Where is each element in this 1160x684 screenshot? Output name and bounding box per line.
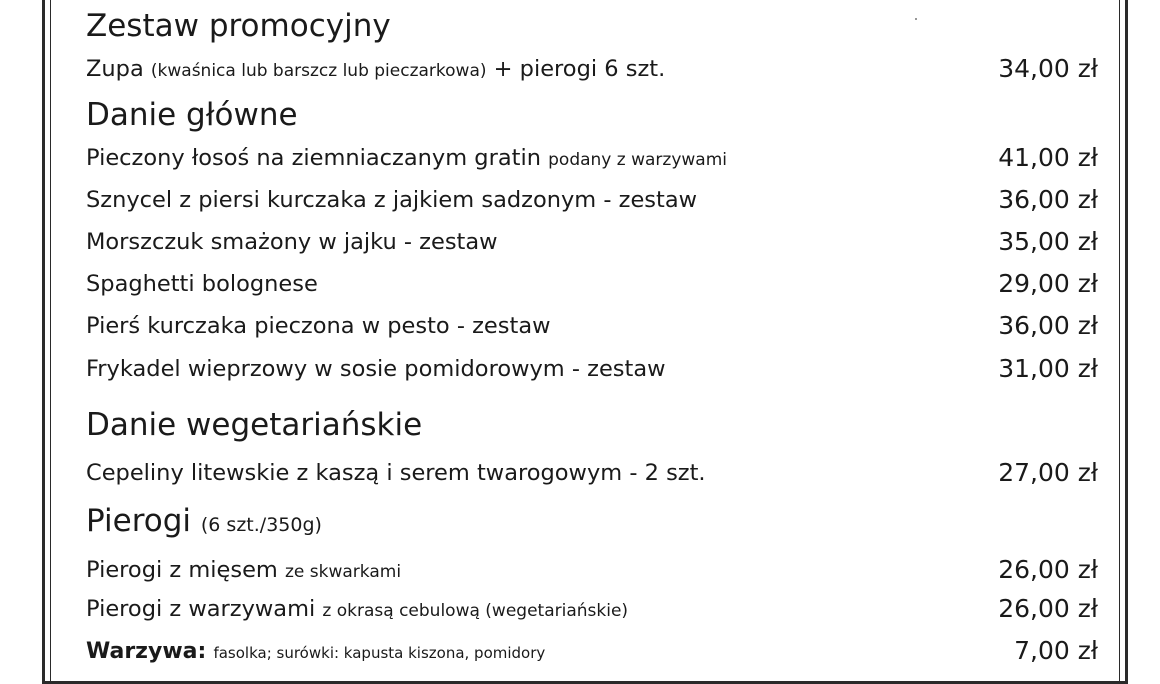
print-speck [915, 18, 917, 20]
item-price: 31,00 zł [998, 354, 1098, 383]
item-price: 36,00 zł [998, 311, 1098, 340]
item-name: Warzywa: fasolka; surówki: kapusta kiszona, pomidory [86, 639, 546, 664]
menu-row-pierogi-veg [86, 592, 1098, 626]
item-price: 29,00 zł [998, 269, 1098, 298]
section-title-pierogi: Pierogi (6 szt./350g) [86, 503, 322, 539]
item-name: Zupa (kwaśnica lub barszcz lub pieczarkowa) + pierogi 6 szt. [86, 56, 666, 82]
item-name: Pieczony łosoś na ziemniaczanym gratin podany z warzywami [86, 145, 727, 171]
menu-row-hake [86, 225, 1098, 259]
menu-row-salmon [86, 141, 1098, 175]
item-price: 41,00 zł [998, 143, 1098, 172]
menu-row-frykadel [86, 352, 1098, 386]
item-name: Pierogi z warzywami z okrasą cebulową (wegetariańskie) [86, 596, 629, 622]
menu-row-pierogi-meat [86, 553, 1098, 587]
item-name: Spaghetti bolognese [86, 271, 318, 297]
section-title-main: Danie główne [86, 97, 298, 133]
section-title-veg: Danie wegetariańskie [86, 407, 423, 443]
menu-row-vegetables [86, 634, 1098, 668]
item-price: 27,00 zł [998, 458, 1098, 487]
item-name: Pierś kurczaka pieczona w pesto - zestaw [86, 313, 551, 339]
menu-row-schnitzel [86, 183, 1098, 217]
item-price: 36,00 zł [998, 185, 1098, 214]
item-price: 34,00 zł [998, 54, 1098, 83]
item-name: Frykadel wieprzowy w sosie pomidorowym - zestaw [86, 356, 666, 382]
section-title-promo: Zestaw promocyjny [86, 8, 391, 44]
item-price: 35,00 zł [998, 227, 1098, 256]
menu-row-spaghetti [86, 267, 1098, 301]
item-price: 7,00 zł [1014, 636, 1098, 665]
item-name: Morszczuk smażony w jajku - zestaw [86, 229, 498, 255]
item-name: Pierogi z mięsem ze skwarkami [86, 557, 402, 583]
item-name: Sznycel z piersi kurczaka z jajkiem sadzonym - zestaw [86, 187, 698, 213]
menu-row-cepeliny [86, 456, 1098, 490]
menu-row-chicken-pesto [86, 309, 1098, 343]
item-price: 26,00 zł [998, 555, 1098, 584]
item-price: 26,00 zł [998, 594, 1098, 623]
menu-row-promo-set [86, 52, 1098, 86]
item-name: Cepeliny litewskie z kaszą i serem twarogowym - 2 szt. [86, 460, 706, 486]
